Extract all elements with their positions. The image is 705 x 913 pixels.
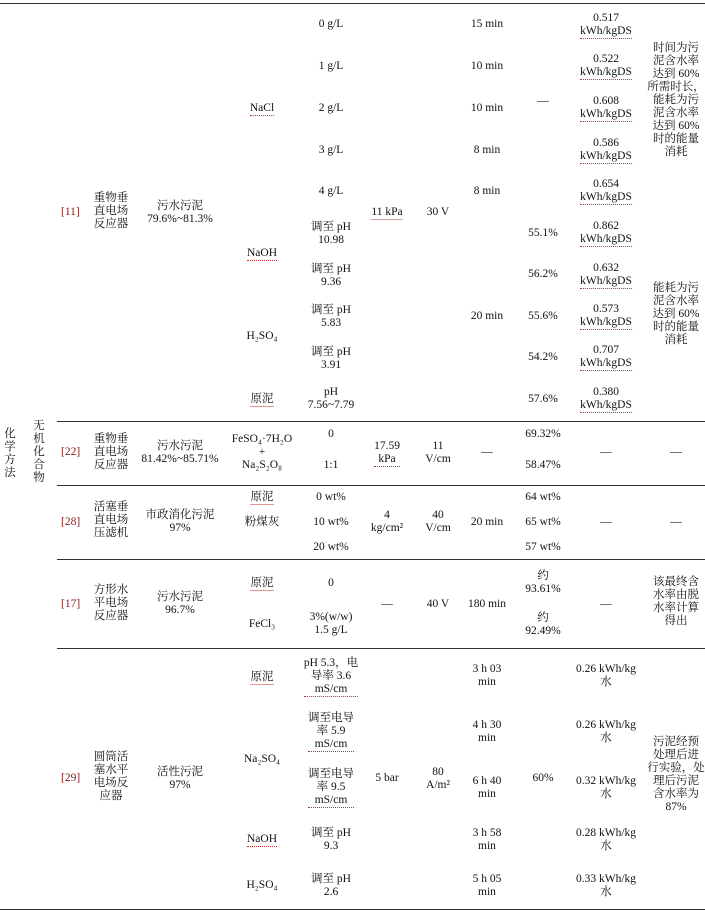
g5-agent-naoh: NaOH bbox=[246, 833, 278, 845]
g3-agent-flyash: 粉煤灰 bbox=[244, 516, 280, 528]
g5-dose-1: 调至电导 率 5.9 mS/cm bbox=[308, 712, 354, 750]
g5-time-0: 3 h 03 min bbox=[472, 663, 502, 688]
g5-sludge: 活性污泥 97% bbox=[157, 766, 203, 791]
g2-sludge: 污水污泥 81.42%~85.71% bbox=[141, 440, 219, 465]
g1-time-1: 10 min bbox=[470, 60, 504, 72]
g2-moisture-0: 69.32% bbox=[525, 428, 561, 440]
g1-dose-1: 1 g/L bbox=[318, 60, 344, 72]
g4-note: 该最终含 水率由脱 水率计算 得出 bbox=[653, 576, 699, 627]
g1-note-time: 时间为污 泥含水率 达到 60% 所需时长， 能耗为污 泥含水率 达到 60% 时的能量 消耗 bbox=[647, 42, 705, 158]
g1-energy-9: 0.380 kWh/kgDS bbox=[580, 386, 632, 411]
g5-dose-3: 调至 pH 9.3 bbox=[311, 827, 351, 852]
g2-dose-0: 0 bbox=[328, 428, 334, 440]
g3-time: 20 min bbox=[470, 516, 504, 528]
g1-dose-0: 0 g/L bbox=[318, 18, 344, 30]
g5-agent-h2so4: H₂SO₄ bbox=[246, 879, 278, 891]
g3-moisture-1: 65 wt% bbox=[525, 516, 561, 528]
g5-dose-4: 调至 pH 2.6 bbox=[311, 873, 351, 898]
g1-dose-4: 4 g/L bbox=[318, 185, 344, 197]
rule-bottom bbox=[0, 909, 705, 910]
g5-pressure: 5 bar bbox=[375, 772, 399, 784]
g1-energy-4: 0.654 kWh/kgDS bbox=[580, 178, 632, 203]
g2-time: — bbox=[481, 446, 493, 458]
rule-group-1-2 bbox=[57, 421, 705, 422]
g1-moisture-4: 57.6% bbox=[528, 393, 558, 405]
g3-dose-0: 0 wt% bbox=[316, 491, 346, 503]
g2-dose-1: 1:1 bbox=[323, 459, 339, 471]
g3-sludge: 市政消化污泥 97% bbox=[145, 509, 215, 534]
g5-dose-0: pH 5.3，电 导率 3.6 mS/cm bbox=[303, 657, 359, 695]
g1-dose-3: 3 g/L bbox=[318, 144, 344, 156]
g4-agent-fecl3: FeCl₃ bbox=[248, 618, 276, 630]
g3-moisture-0: 64 wt% bbox=[525, 491, 561, 503]
g4-sludge: 污水污泥 96.7% bbox=[157, 591, 203, 616]
g4-voltage: 40 V bbox=[426, 598, 450, 610]
g1-energy-7: 0.573 kWh/kgDS bbox=[580, 303, 632, 328]
rule-top bbox=[0, 3, 705, 4]
g1-dose-8: 调至 pH 3.91 bbox=[311, 346, 351, 371]
g1-time-4: 8 min bbox=[473, 185, 501, 197]
g1-ref-link[interactable]: [11] bbox=[61, 206, 80, 218]
g4-dose-0: 0 bbox=[328, 577, 334, 589]
g5-agent-na2so4: Na₂SO₄ bbox=[243, 753, 281, 765]
g2-agent: FeSO₄·7H₂O + Na₂S₂O₈ bbox=[231, 433, 293, 471]
g3-device: 活塞垂 直电场 压滤机 bbox=[93, 501, 129, 539]
rule-group-4-5 bbox=[57, 648, 705, 649]
g3-note: — bbox=[670, 516, 682, 528]
g1-dose-5: 调至 pH 10.98 bbox=[311, 221, 351, 246]
g5-energy-1: 0.26 kWh/kg 水 bbox=[575, 719, 637, 744]
g1-time-2: 10 min bbox=[470, 102, 504, 114]
g1-sludge: 污水污泥 79.6%~81.3% bbox=[147, 200, 213, 225]
g3-voltage: 40 V/cm bbox=[425, 509, 451, 534]
g4-ref-link[interactable]: [17] bbox=[61, 598, 81, 610]
g1-energy-8: 0.707 kWh/kgDS bbox=[580, 344, 632, 369]
g1-dose-9: pH 7.56~7.79 bbox=[307, 386, 355, 411]
g2-voltage: 11 V/cm bbox=[425, 440, 451, 465]
g2-ref-link[interactable]: [22] bbox=[61, 446, 81, 458]
g5-ref-link[interactable]: [29] bbox=[61, 772, 81, 784]
g5-time-2: 6 h 40 min bbox=[472, 775, 502, 800]
category-label: 无 机 化 合 物 bbox=[33, 420, 45, 484]
g1-moisture-dash: — bbox=[537, 95, 549, 107]
g1-agent-naoh: NaOH bbox=[246, 247, 278, 259]
g1-time-0: 15 min bbox=[470, 18, 504, 30]
g2-energy: — bbox=[600, 446, 612, 458]
g1-dose-2: 2 g/L bbox=[318, 102, 344, 114]
g1-device: 重物垂 直电场 反应器 bbox=[93, 192, 129, 230]
g5-note: 污泥经预 处理后进 行实验，处 理后污泥 含水率为 87% bbox=[647, 736, 705, 813]
g4-device: 方形水 平电场 反应器 bbox=[93, 584, 129, 622]
g3-pressure: 4 kg/cm² bbox=[370, 509, 404, 534]
g5-voltage: 80 A/m² bbox=[426, 766, 450, 791]
g1-moisture-2: 55.6% bbox=[528, 310, 558, 322]
g2-pressure: 17.59 kPa bbox=[374, 440, 400, 465]
g3-dose-2: 20 wt% bbox=[313, 541, 349, 553]
g5-time-4: 5 h 05 min bbox=[472, 873, 502, 898]
g5-device: 圆筒活 塞水平 电场反 应器 bbox=[93, 751, 129, 802]
g1-dose-7: 调至 pH 5.83 bbox=[311, 304, 351, 329]
g2-device: 重物垂 直电场 反应器 bbox=[93, 433, 129, 471]
g1-agent-raw: 原泥 bbox=[250, 393, 274, 405]
rule-group-3-4 bbox=[57, 559, 705, 560]
g5-dose-2: 调至电导 率 9.5 mS/cm bbox=[308, 768, 354, 806]
g1-moisture-1: 56.2% bbox=[528, 268, 558, 280]
g4-agent-raw: 原泥 bbox=[250, 577, 274, 589]
g1-agent-nacl: NaCl bbox=[249, 102, 275, 114]
g1-energy-5: 0.862 kWh/kgDS bbox=[580, 220, 632, 245]
g1-agent-h2so4: H₂SO₄ bbox=[246, 330, 278, 342]
g4-dose-1: 3%(w/w) 1.5 g/L bbox=[309, 611, 353, 636]
g3-moisture-2: 57 wt% bbox=[525, 541, 561, 553]
g2-moisture-1: 58.47% bbox=[525, 459, 561, 471]
g5-energy-3: 0.28 kWh/kg 水 bbox=[575, 827, 637, 852]
g1-moisture-3: 54.2% bbox=[528, 351, 558, 363]
g1-energy-3: 0.586 kWh/kgDS bbox=[580, 137, 632, 162]
g4-moisture-1: 约 92.49% bbox=[525, 612, 561, 637]
g3-agent-raw: 原泥 bbox=[250, 491, 274, 503]
g5-energy-0: 0.26 kWh/kg 水 bbox=[575, 663, 637, 688]
g1-energy-6: 0.632 kWh/kgDS bbox=[580, 262, 632, 287]
g1-energy-2: 0.608 kWh/kgDS bbox=[580, 95, 632, 120]
g5-agent-raw: 原泥 bbox=[250, 671, 274, 683]
g1-moisture-0: 55.1% bbox=[528, 227, 558, 239]
g3-ref-link[interactable]: [28] bbox=[61, 516, 81, 528]
g5-time-3: 3 h 58 min bbox=[472, 827, 502, 852]
g4-pressure: — bbox=[381, 598, 393, 610]
g1-note-energy: 能耗为污 泥含水率 达到 60% 时的能量 消耗 bbox=[652, 282, 700, 346]
g4-time: 180 min bbox=[467, 598, 507, 610]
g1-dose-6: 调至 pH 9.36 bbox=[311, 263, 351, 288]
method-label: 化 学 方 法 bbox=[4, 428, 16, 479]
g2-note: — bbox=[670, 446, 682, 458]
g4-energy: — bbox=[600, 598, 612, 610]
g1-time-3: 8 min bbox=[473, 144, 501, 156]
g5-energy-4: 0.33 kWh/kg 水 bbox=[575, 873, 637, 898]
g3-energy: — bbox=[600, 516, 612, 528]
g1-time-5: 20 min bbox=[470, 310, 504, 322]
g5-time-1: 4 h 30 min bbox=[472, 719, 502, 744]
g1-energy-0: 0.517 kWh/kgDS bbox=[580, 12, 632, 37]
g5-moisture: 60% bbox=[532, 772, 554, 784]
g3-dose-1: 10 wt% bbox=[313, 516, 349, 528]
g1-energy-1: 0.522 kWh/kgDS bbox=[580, 53, 632, 78]
rule-group-2-3 bbox=[57, 485, 705, 486]
g5-energy-2: 0.32 kWh/kg 水 bbox=[575, 775, 637, 800]
g1-voltage: 30 V bbox=[426, 206, 450, 218]
g1-pressure: 11 kPa bbox=[371, 206, 403, 218]
g4-moisture-0: 约 93.61% bbox=[525, 570, 561, 595]
